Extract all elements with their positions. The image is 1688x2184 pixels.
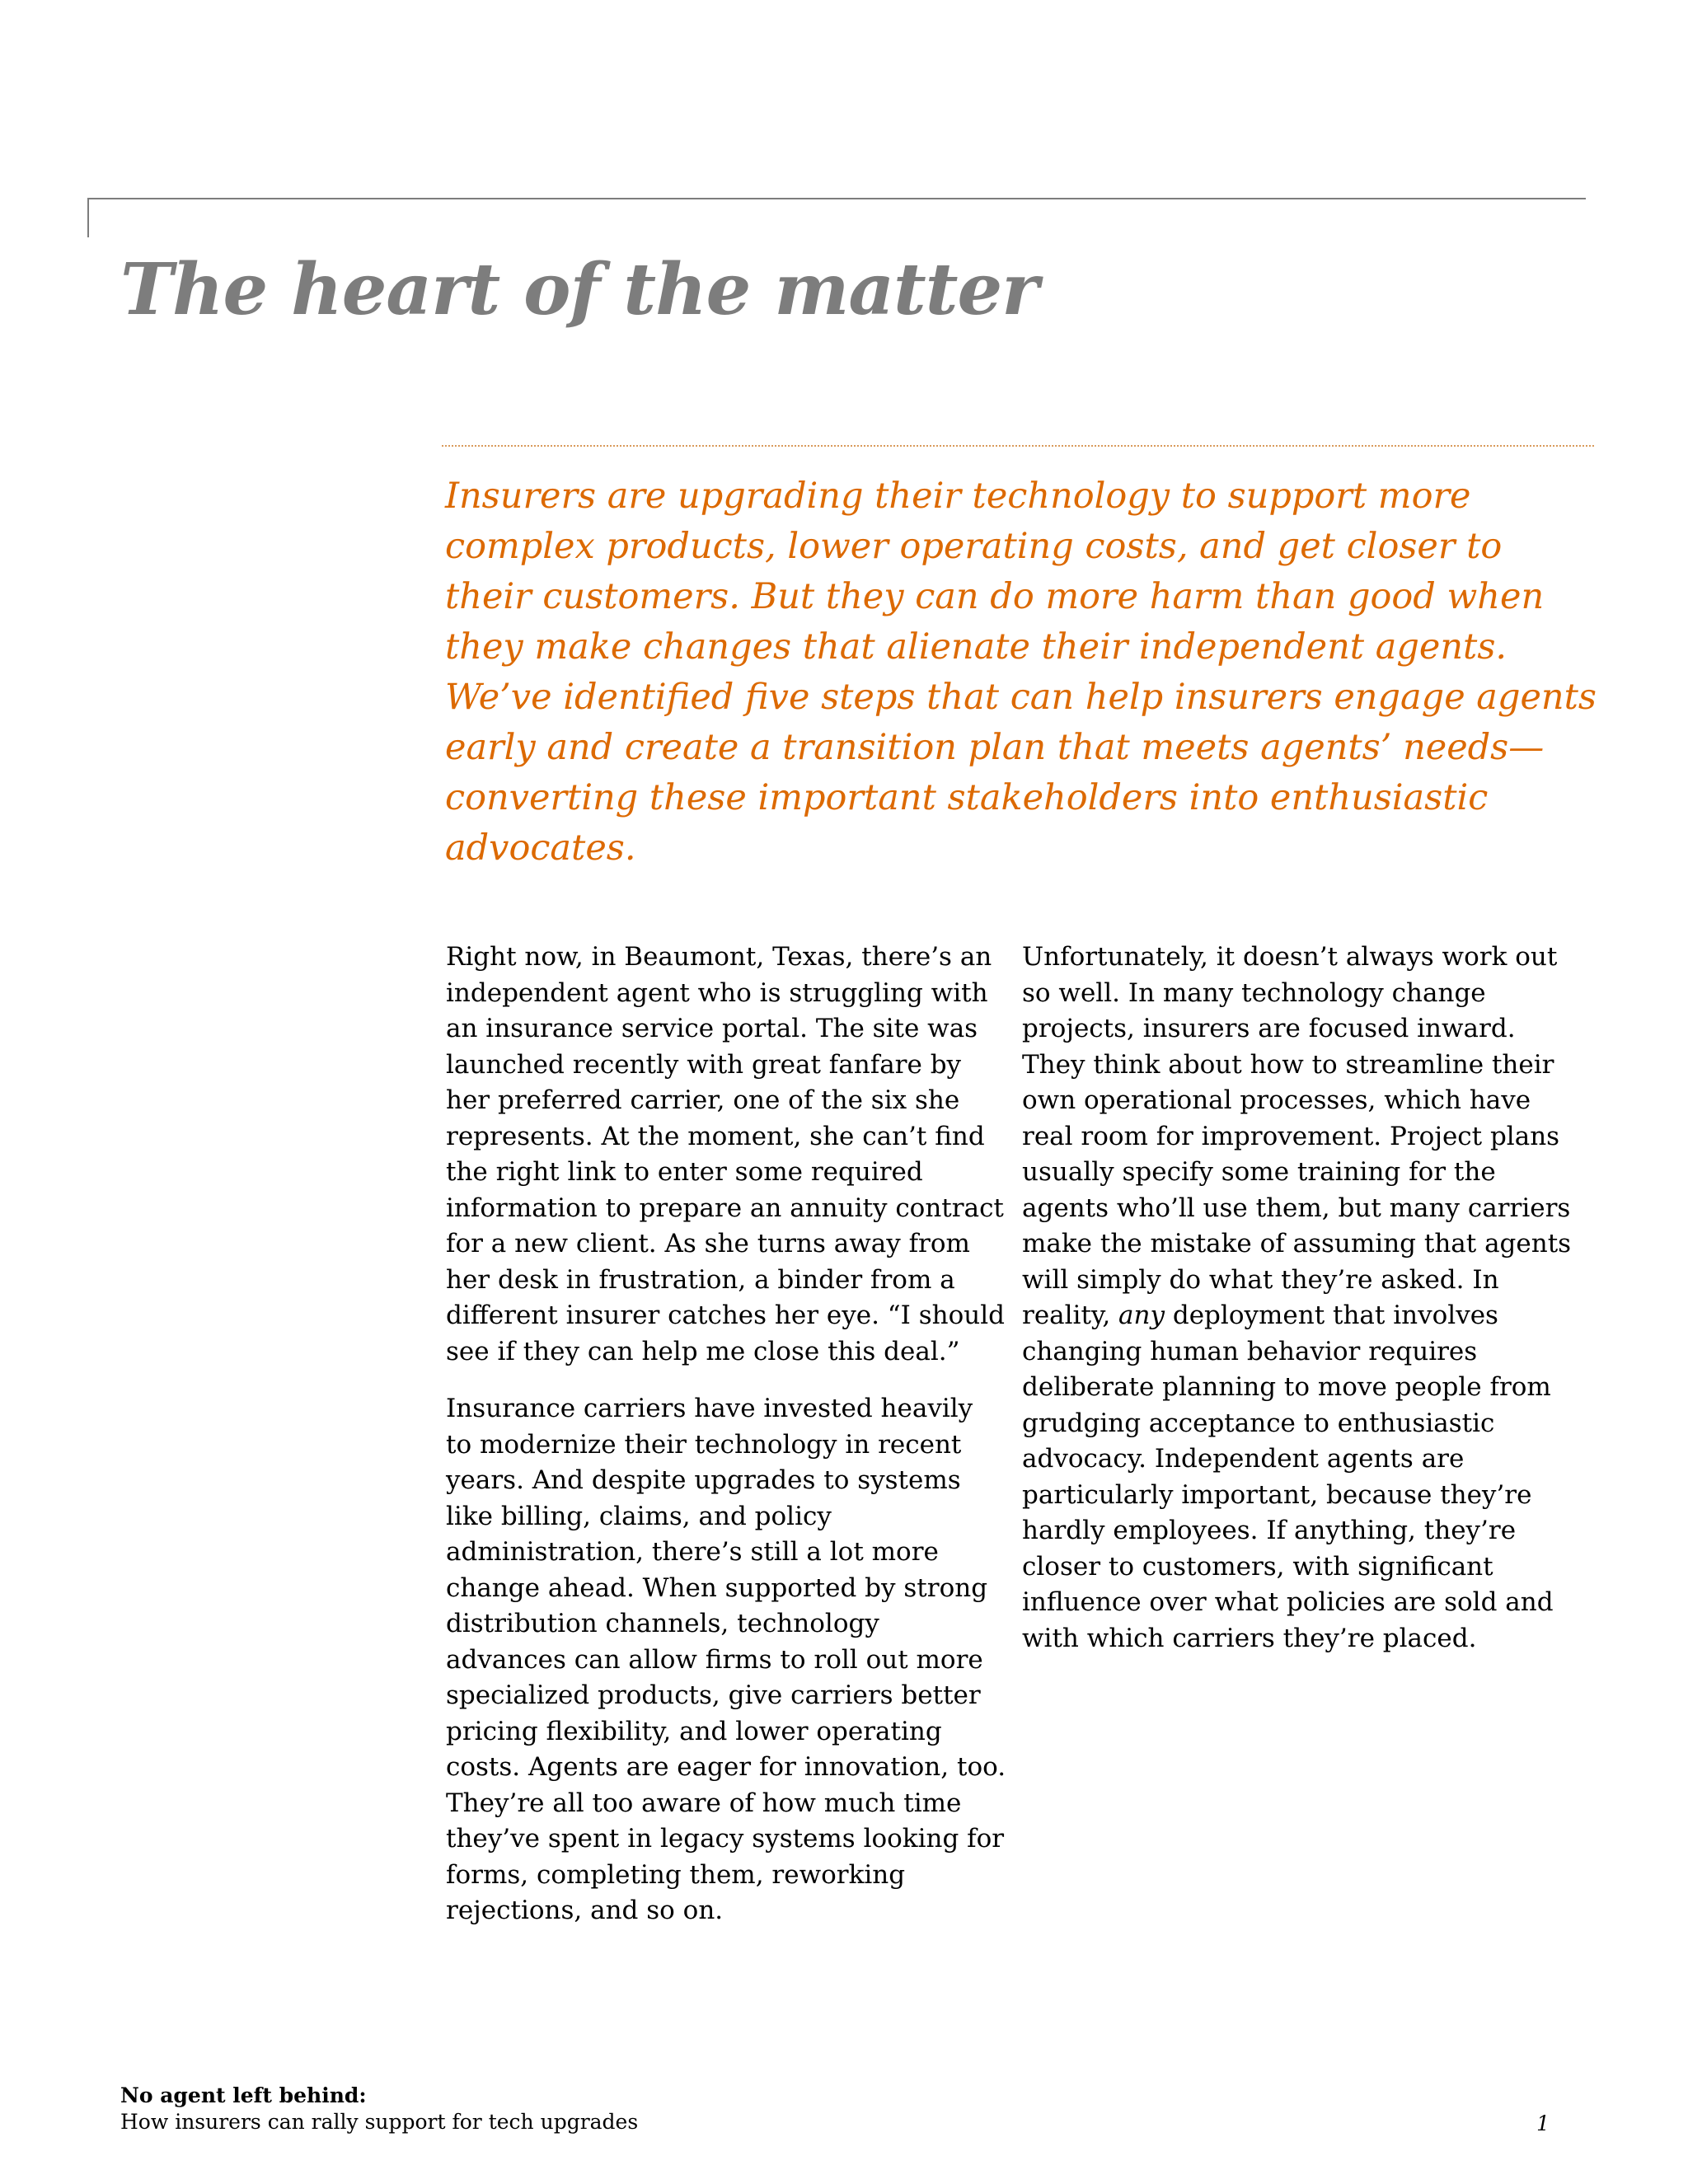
page-number: 1 xyxy=(1536,2111,1550,2135)
body-paragraph xyxy=(1022,940,1582,1657)
page-footer xyxy=(120,2083,638,2135)
footer-subtitle: How insurers can rally support for tech upgrades xyxy=(120,2110,639,2134)
lead-divider xyxy=(442,445,1594,447)
page-title: The heart of the matter xyxy=(120,248,1039,331)
emphasis-text: any xyxy=(1118,1301,1165,1330)
body-column-left xyxy=(446,940,1006,1951)
lead-paragraph: Insurers are upgrading their technology to support more complex products, lower operating costs, and get closer to their customers. But they can do more harm than good when they make changes that alienate their independent agents. We’ve identified five steps that can help insurers engage agents early and create a transition plan that meets agents’ needs—converting these important stakeholders into enthusiastic advocates. xyxy=(445,476,1597,869)
body-paragraph: Right now, in Beaumont, Texas, there’s an independent agent who is struggling with an insurance service portal. The site was launched recently with great fanfare by her preferred carrier, one of the six she represents. At the moment, she can’t find the right link to enter some required information to prepare an annuity contract for a new client. As she turns away from her desk in frustration, a binder from a different insurer catches her eye. “I should see if they can help me close this deal.” xyxy=(446,942,1006,1366)
body-text-segment: Unfortunately, it doesn’t always work out so well. In many technology change projects, insurers are focused inward. They think about how to streamline their own operational processes, which have real room for improvement. Project plans usually specify some training for the agents who’ll use them, but many carriers make the mistake of assuming that agents will simply do what they’re asked. In reality, xyxy=(1022,942,1572,1330)
body-paragraph: Insurance carriers have invested heavily to modernize their technology in recent years. And despite upgrades to systems like billing, claims, and policy administration, there’s still a lot more change ahead. When supported by strong distribution channels, technology advances can allow firms to roll out more specialized products, give carriers better pricing flexibility, and lower operating costs. Agents are eager for innovation, too. They’re all too aware of how much time they’ve spent in legacy systems looking for forms, completing them, reworking rejections, and so on. xyxy=(446,1394,1006,1925)
header-rule xyxy=(87,198,1586,199)
footer-title: No agent left behind: xyxy=(120,2083,367,2107)
header-corner-mark xyxy=(87,198,89,237)
body-column-right xyxy=(1022,940,1582,1678)
body-text-segment: deployment that involves changing human behavior requires deliberate planning to move people from grudging acceptance to enthusiastic advocacy. Independent agents are particularly important, because they’re hardly employees. If anything, they’re closer to customers, with significant influence over what policies are sold and with which carriers they’re placed. xyxy=(1022,1301,1554,1653)
